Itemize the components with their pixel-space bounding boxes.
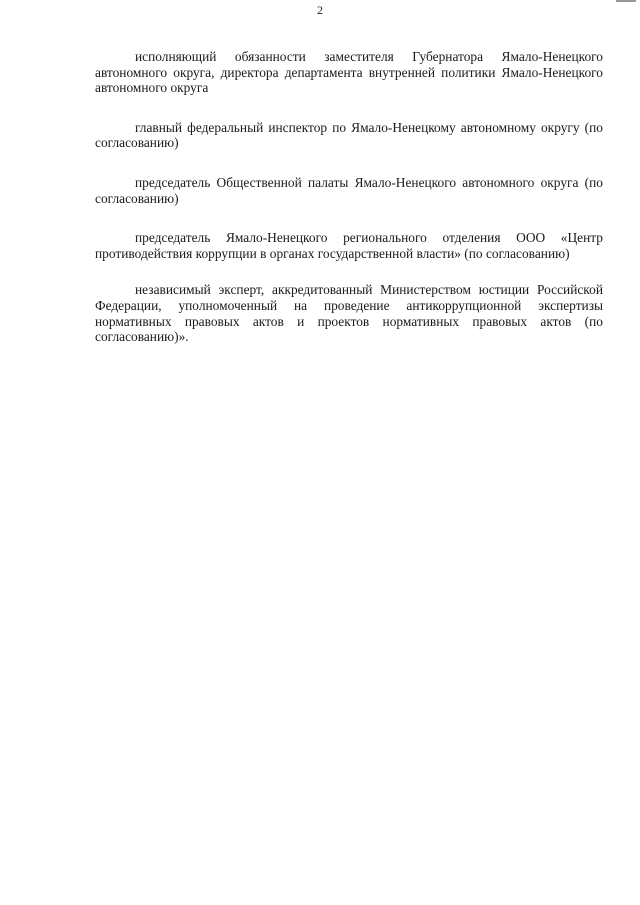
member-entry-federal-inspector: главный федеральный инспектор по Ямало-Ненецкому автономному округу (по согласованию) [95, 119, 603, 151]
member-entry-independent-expert: независимый эксперт, аккредитованный Министерством юстиции Российской Федерации, уполномоченный на проведение антикоррупционной экспертизы нормативных правовых актов и проектов нормативных правовых актов (по согласованию)». [95, 282, 603, 345]
scan-edge-mark [616, 0, 636, 2]
page-number: 2 [317, 3, 323, 17]
member-entry-deputy-governor: исполняющий обязанности заместителя Губернатора Ямало-Ненецкого автономного округа, директора департамента внутренней политики Ямало-Ненецкого автономного округа [95, 49, 603, 96]
document-body [95, 49, 603, 369]
member-entry-anticorruption-center-chair: председатель Ямало-Ненецкого регионального отделения ООО «Центр противодействия коррупции в органах государственной власти» (по согласованию) [95, 230, 603, 261]
member-entry-public-chamber-chair: председатель Общественной палаты Ямало-Ненецкого автономного округа (по согласованию) [95, 174, 603, 206]
